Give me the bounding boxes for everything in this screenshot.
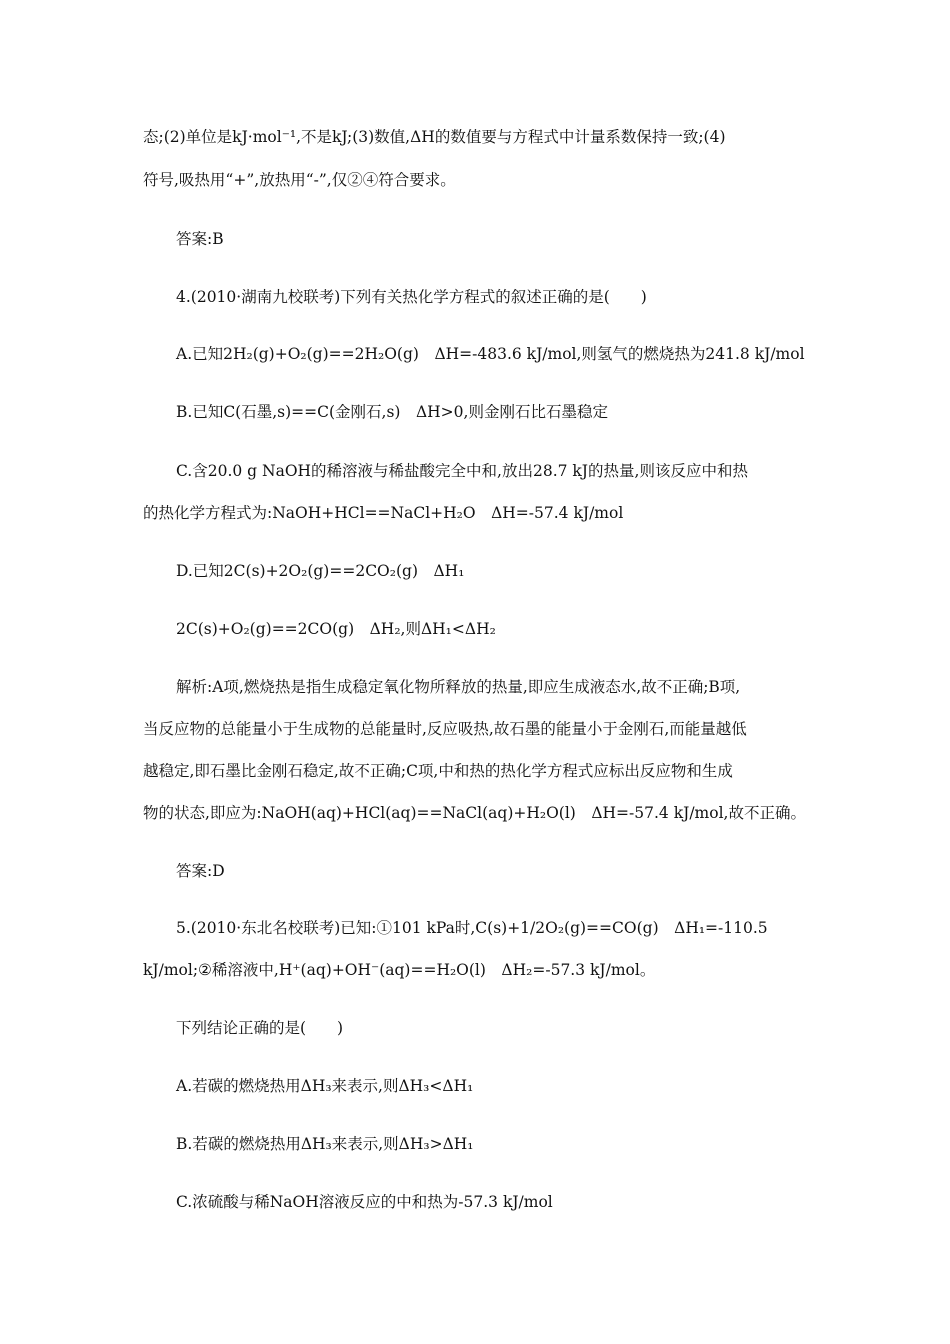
question-5-option-c: C.浓硫酸与稀NaOH溶液反应的中和热为-57.3 kJ/mol xyxy=(176,1193,553,1211)
question-5-option-b: B.若碳的燃烧热用ΔH₃来表示,则ΔH₃>ΔH₁ xyxy=(176,1135,474,1153)
question-5-stem-cont: kJ/mol;②稀溶液中,H⁺(aq)+OH⁻(aq)==H₂O(l) ΔH₂=-57.3 kJ/mol。 xyxy=(143,961,656,979)
analysis-line: 物的状态,即应为:NaOH(aq)+HCl(aq)==NaCl(aq)+H₂O(l) ΔH=-57.4 kJ/mol,故不正确。 xyxy=(143,804,806,822)
question-4-option-a: A.已知2H₂(g)+O₂(g)==2H₂O(g) ΔH=-483.6 kJ/mol,则氢气的燃烧热为241.8 kJ/mol xyxy=(176,345,805,363)
analysis-line: 当反应物的总能量小于生成物的总能量时,反应吸热,故石墨的能量小于金刚石,而能量越低 xyxy=(143,720,747,738)
question-4-option-c: C.含20.0 g NaOH的稀溶液与稀盐酸完全中和,放出28.7 kJ的热量,则该反应中和热 xyxy=(176,462,748,480)
text-line: 符号,吸热用“+”,放热用“-”,仅②④符合要求。 xyxy=(143,171,456,189)
question-5-prompt: 下列结论正确的是( ) xyxy=(176,1019,344,1037)
question-4-stem: 4.(2010·湖南九校联考)下列有关热化学方程式的叙述正确的是( ) xyxy=(176,288,647,306)
question-5-option-a: A.若碳的燃烧热用ΔH₃来表示,则ΔH₃<ΔH₁ xyxy=(176,1077,474,1095)
question-4-option-c-cont: 的热化学方程式为:NaOH+HCl==NaCl+H₂O ΔH=-57.4 kJ/mol xyxy=(143,504,624,522)
analysis-line: 越稳定,即石墨比金刚石稳定,故不正确;C项,中和热的热化学方程式应标出反应物和生成 xyxy=(143,762,733,780)
question-4-option-d: D.已知2C(s)+2O₂(g)==2CO₂(g) ΔH₁ xyxy=(176,562,465,580)
question-4-option-d-cont: 2C(s)+O₂(g)==2CO(g) ΔH₂,则ΔH₁<ΔH₂ xyxy=(176,620,496,638)
text-line: 态;(2)单位是kJ·mol⁻¹,不是kJ;(3)数值,ΔH的数值要与方程式中计量系数保持一致;(4) xyxy=(143,128,726,146)
analysis-line: 解析:A项,燃烧热是指生成稳定氧化物所释放的热量,即应生成液态水,故不正确;B项, xyxy=(176,678,741,696)
question-5-stem: 5.(2010·东北名校联考)已知:①101 kPa时,C(s)+1/2O₂(g)==CO(g) ΔH₁=-110.5 xyxy=(176,919,768,937)
answer-line: 答案:B xyxy=(176,230,224,248)
question-4-option-b: B.已知C(石墨,s)==C(金刚石,s) ΔH>0,则金刚石比石墨稳定 xyxy=(176,403,608,421)
answer-line: 答案:D xyxy=(176,862,225,880)
